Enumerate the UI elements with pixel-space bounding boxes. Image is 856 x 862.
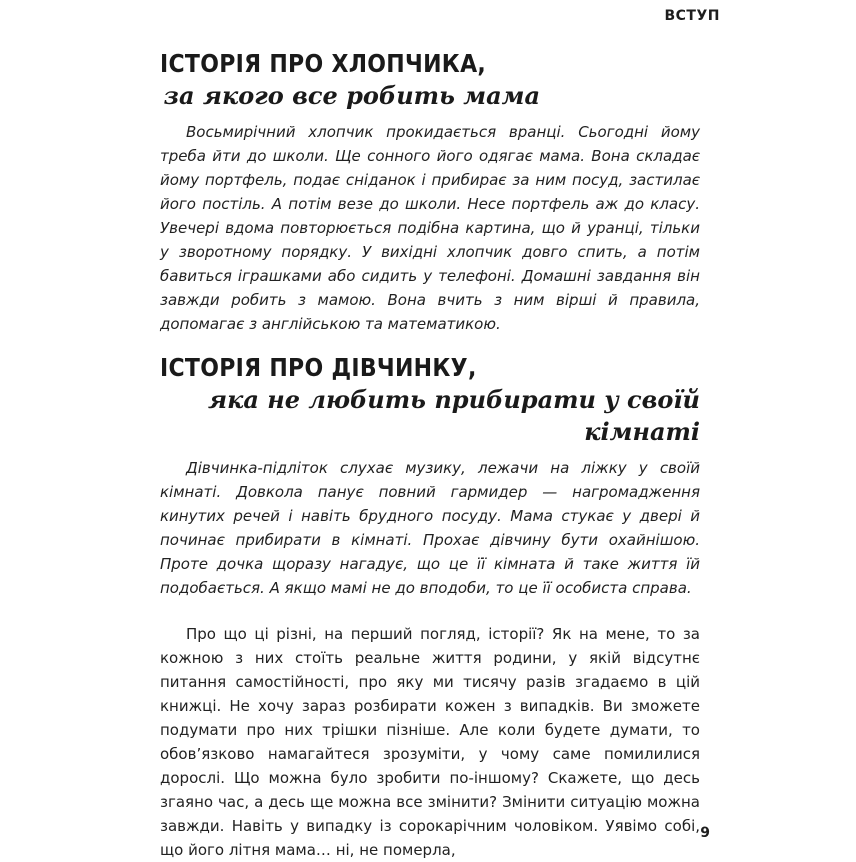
- story1-text: Восьмирічний хлопчик прокидається вранці. Сьогодні йому треба йти до школи. Ще сонного його одягає мама. Вона складає йому портфель, подає сніданок і прибирає за ним посуд, застилає його постіль. А потім везе до школи. Несе портфель аж до класу. Увечері вдома повторюється подібна картина, що й уранці, тільки у зворотному порядку. У вихідні хлопчик довго спить, а потім бавиться іграшками або сидить у телефоні. Домашні завдання він завжди робить з мамою. Вона вчить з ним вірші й правила, допомагає з англійською та математикою.: [160, 123, 700, 333]
- running-head: ВСТУП: [664, 8, 720, 24]
- page-number: 9: [700, 825, 710, 841]
- story1-heading: [160, 50, 700, 112]
- story2-text: Дівчинка-підліток слухає музику, лежачи на ліжку у своїй кімнаті. Довкола панує повний гармидер — нагромадження кинутих речей і навіть брудного посуду. Мама стукає у двері й починає прибирати в кімнаті. Прохає дівчину бути охайнішою. Проте дочка щоразу нагадує, що це її кімната й таке життя їй подобається. А якщо мамі не до вподоби, то це її особиста справа.: [160, 459, 700, 597]
- body-paragraph: Про що ці різні, на перший погляд, історії? Як на мене, то за кожною з них стоїть реальне життя родини, у якій відсутнє питання самостійності, про яку ми тисячу разів згадаємо в цій книжці. Не хочу зараз розбирати кожен з випадків. Ви зможете подумати про них трішки пізніше. Але коли будете думати, то обов’язково намагайтеся зрозуміти, у чому саме помилилися дорослі. Що можна було зробити по-іншому? Скажете, що десь згаяно час, а десь ще можна все змінити? Змінити ситуацію можна завжди. Навіть у випадку із сорокарічним чоловіком. Уявімо собі, що його літня мама… ні, не померла,: [160, 625, 700, 859]
- story1-subtitle: за якого все робить мама: [163, 81, 540, 110]
- story2-subtitle: яка не любить прибирати у своїй кімнаті: [208, 385, 700, 446]
- page-content: [160, 50, 700, 862]
- story2-heading: [160, 354, 700, 448]
- story1-title: ІСТОРІЯ ПРО ХЛОПЧИКА,: [160, 50, 487, 79]
- story2-title: ІСТОРІЯ ПРО ДІВЧИНКУ,: [160, 354, 477, 383]
